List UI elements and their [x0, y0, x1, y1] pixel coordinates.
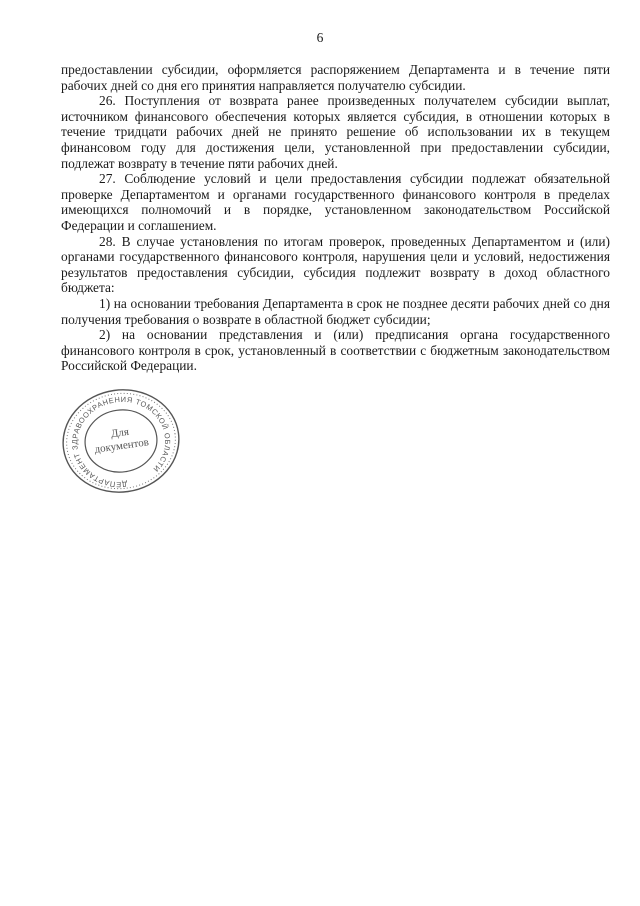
paragraph-26: 26. Поступления от возврата ранее произведенных получателем субсидии выплат, источником финансового обеспечения которых является субсидия, в отношении которых в течение тридцати рабочих дней не принято решение об использовании их в текущем финансовом году для достижения цели, установленной при предоставлении субсидии, подлежат возврату в течение пяти рабочих дней. — [61, 93, 610, 171]
paragraph-28: 28. В случае установления по итогам проверок, проведенных Департаментом и (или) органами государственного финансового контроля, нарушения цели и условий, недостижения результатов предоставления субсидии, субсидия подлежит возврату в доход областного бюджета: — [61, 233, 610, 296]
list-item-1: 1) на основании требования Департамента в срок не позднее десяти рабочих дней со дня получения требования о возврате в областной бюджет субсидии; — [61, 295, 610, 327]
stamp-center-line1: Для — [110, 425, 130, 441]
list-item-2: 2) на основании представления и (или) предписания органа государственного финансового контроля в срок, установленный в соответствии с бюджетным законодательством Российской Федерации. — [61, 327, 610, 374]
paragraph-continuation: предоставлении субсидии, оформляется распоряжением Департамента и в течение пяти рабочих дней со дня его принятия направляется получателю субсидии. — [61, 62, 610, 93]
page-number: 6 — [316, 30, 324, 45]
document-body — [61, 62, 610, 374]
paragraph-27: 27. Соблюдение условий и цели предоставления субсидии подлежат обязательной проверке Департаментом и органами государственного финансового контроля в пределах имеющихся полномочий и в порядке, установленном законодательством Российской Федерации и соглашением. — [61, 171, 610, 233]
stamp-ring-text: ДЕПАРТАМЕНТ ЗДРАВООХРАНЕНИЯ ТОМСКОЙ ОБЛАСТИ — [70, 394, 173, 490]
stamp-center-line2: документов — [93, 436, 150, 456]
department-stamp — [59, 386, 183, 496]
